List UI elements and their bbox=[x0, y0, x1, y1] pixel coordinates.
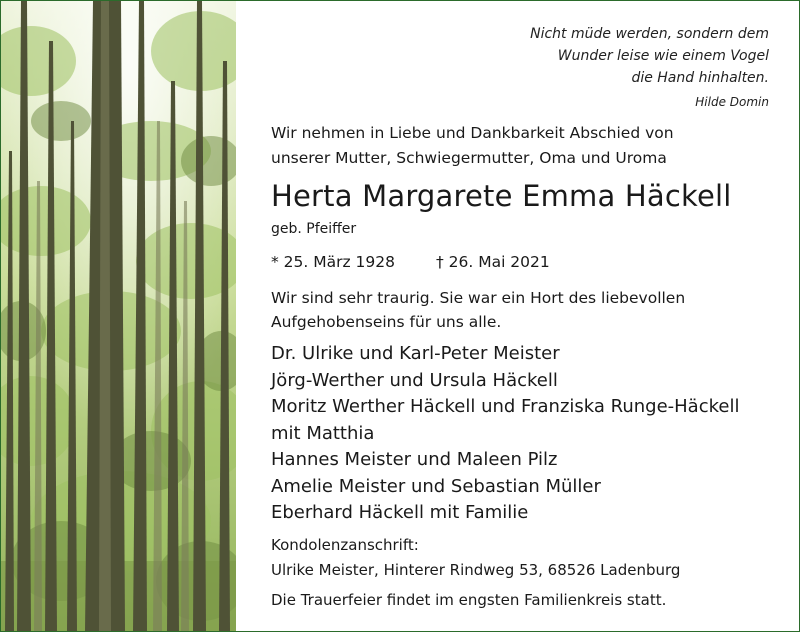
message-line: Aufgehobenseins für uns alle. bbox=[271, 313, 502, 331]
intro-line: Wir nehmen in Liebe und Dankbarkeit Abschied von bbox=[271, 124, 674, 142]
family-member: Eberhard Häckell mit Familie bbox=[271, 502, 529, 523]
life-dates bbox=[271, 253, 550, 271]
family-member: mit Matthia bbox=[271, 422, 375, 444]
mourning-message bbox=[271, 286, 685, 334]
family-list bbox=[271, 341, 739, 527]
quote-line: die Hand hinhalten. bbox=[631, 70, 769, 86]
message-line: Wir sind sehr traurig. Sie war ein Hort des liebevollen bbox=[271, 289, 686, 307]
death-date: † 26. Mai 2021 bbox=[435, 253, 550, 271]
family-member: Hannes Meister und Maleen Pilz bbox=[271, 449, 558, 470]
family-member: Amelie Meister und Sebastian Müller bbox=[271, 475, 601, 497]
condolence-address bbox=[271, 533, 680, 583]
maiden-name: geb. Pfeiffer bbox=[271, 221, 357, 237]
family-member: Dr. Ulrike und Karl-Peter Meister bbox=[271, 343, 560, 364]
funeral-note: Die Trauerfeier findet im engsten Familienkreis statt. bbox=[271, 591, 667, 609]
quote-line: Nicht müde werden, sondern dem bbox=[530, 26, 769, 42]
condolence-label: Kondolenzanschrift: bbox=[271, 536, 419, 554]
birth-date: * 25. März 1928 bbox=[271, 253, 396, 271]
quote-author: Hilde Domin bbox=[695, 95, 769, 109]
intro-line: unserer Mutter, Schwiegermutter, Oma und Uroma bbox=[271, 149, 667, 167]
deceased-name: Herta Margarete Emma Häckell bbox=[271, 179, 732, 213]
condolence-address-line: Ulrike Meister, Hinterer Rindweg 53, 68526 Ladenburg bbox=[271, 561, 681, 579]
intro-text bbox=[271, 121, 674, 171]
quote-line: Wunder leise wie einem Vogel bbox=[557, 48, 769, 64]
quote-block bbox=[439, 23, 769, 113]
family-member: Jörg-Werther und Ursula Häckell bbox=[271, 369, 558, 391]
forest-photo bbox=[1, 1, 236, 631]
family-member: Moritz Werther Häckell und Franziska Runge-Häckell bbox=[271, 396, 740, 417]
